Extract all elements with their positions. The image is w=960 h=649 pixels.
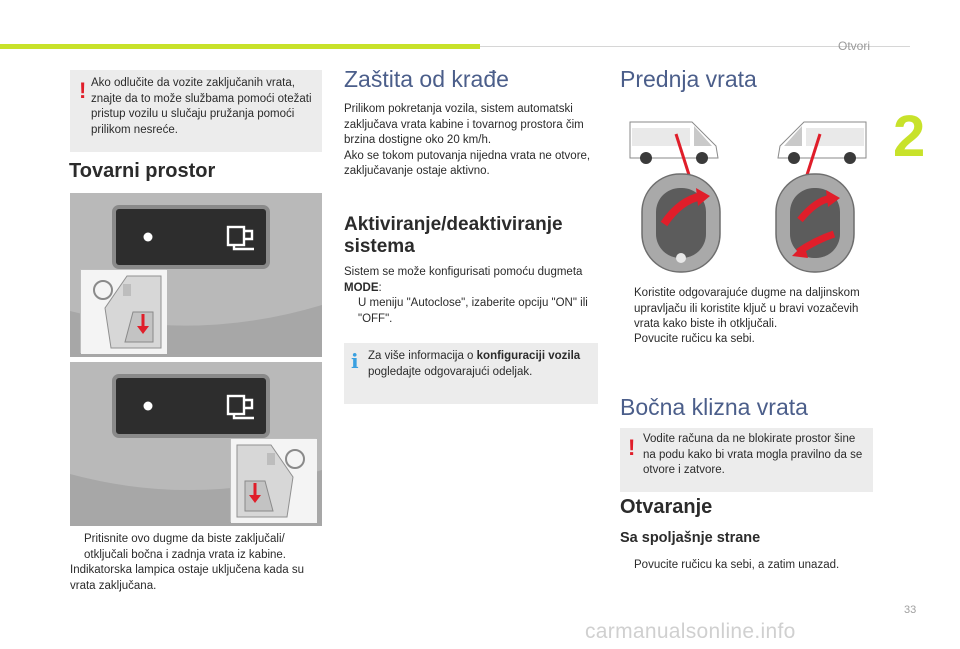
bullet-text: Pritisnite ovo dugme da biste zaključali/ otključali bočna i zadnja vrata iz kabine.	[84, 533, 287, 561]
bullet-pull-back	[620, 558, 876, 574]
front-door-illustration	[620, 106, 876, 276]
van-left	[630, 122, 718, 164]
heading-otvaranje: Otvaranje	[620, 496, 713, 518]
warning-text: Vodite računa da ne blokirate prostor šine na podu kako bi vrata mogla pravilno da se otvore i zatvore.	[643, 433, 863, 476]
bullet-autoclose	[344, 296, 600, 327]
info-icon: i	[351, 349, 359, 373]
header-accent-bar	[0, 44, 480, 49]
bullet-press-button	[70, 532, 322, 563]
handle-left	[642, 174, 720, 272]
bullet-text: Povucite ručicu ka sebi.	[634, 333, 755, 345]
heading-zastita-od-krade: Zaštita od krađe	[344, 66, 509, 92]
heading-aktiviranje: Aktiviranje/deaktiviranje sistema	[344, 214, 563, 257]
bullet-text: Koristite odgovarajuće dugme na daljinskom upravljaču ili koristite ključ u bravi vozačevih vrata kako biste ih otključali.	[634, 287, 860, 330]
handle-right	[776, 174, 854, 272]
para-auto-lock-1: Prilikom pokretanja vozila, sistem automatski zaključava vrata kabine i tovarnog prostora čim brzina dostigne oko 20 km/h.	[344, 103, 584, 146]
info-text	[368, 349, 594, 380]
bullet-remote-unlock	[620, 286, 876, 333]
heading-bocna-klizna-vrata: Bočna klizna vrata	[620, 394, 808, 420]
bullet-text: U meniju "Autoclose", izaberite opciju "ON" ili "OFF".	[358, 297, 588, 325]
warning-text: Ako odlučite da vozite zaključanih vrata, znajte da to može službama pomoći otežati pristup vozilu u slučaju pružanja pomoći prilikom nesreće.	[91, 77, 312, 136]
warning-box-locked-doors	[70, 70, 322, 152]
cargo-lock-button-photo-1	[70, 193, 322, 357]
chapter-number: 2	[893, 104, 926, 169]
watermark: carmanualsonline.info	[585, 620, 796, 643]
page-number: 33	[904, 604, 917, 616]
warning-icon: !	[628, 435, 636, 460]
section-label: Otvori	[838, 39, 871, 53]
heading-tovarni-prostor: Tovarni prostor	[69, 160, 216, 182]
para-configure-mode	[344, 265, 600, 296]
info-text-a: Za više informacija o	[368, 350, 477, 362]
para-auto-lock	[344, 102, 600, 180]
para-auto-lock-2: Ako se tokom putovanja nijedna vrata ne otvore, zaključavanje ostaje aktivno.	[344, 149, 591, 177]
warning-box-sliding-door	[620, 428, 873, 492]
mode-keyword: MODE	[344, 281, 379, 294]
para-configure-colon: :	[378, 281, 382, 294]
warning-icon: !	[79, 78, 87, 103]
para-indicator-lamp: Indikatorska lampica ostaje uključena kada su vrata zaključana.	[70, 564, 304, 592]
door-inset-2	[230, 438, 316, 522]
cargo-lock-button-photo-2	[70, 362, 322, 526]
info-box-configuration	[344, 343, 598, 404]
bullet-pull-handle	[620, 332, 876, 348]
heading-prednja-vrata: Prednja vrata	[620, 66, 757, 92]
para-configure-text: Sistem se može konfigurisati pomoću dugmeta	[344, 266, 583, 278]
info-text-c: pogledajte odgovarajući odeljak.	[368, 365, 533, 378]
bullet-text: Povucite ručicu ka sebi, a zatim unazad.	[634, 559, 840, 571]
subheading-spoljasnje-strane: Sa spoljašnje strane	[620, 530, 761, 546]
info-text-bold: konfiguraciji vozila	[476, 350, 581, 362]
van-right	[778, 122, 866, 164]
door-inset-1	[80, 269, 166, 353]
